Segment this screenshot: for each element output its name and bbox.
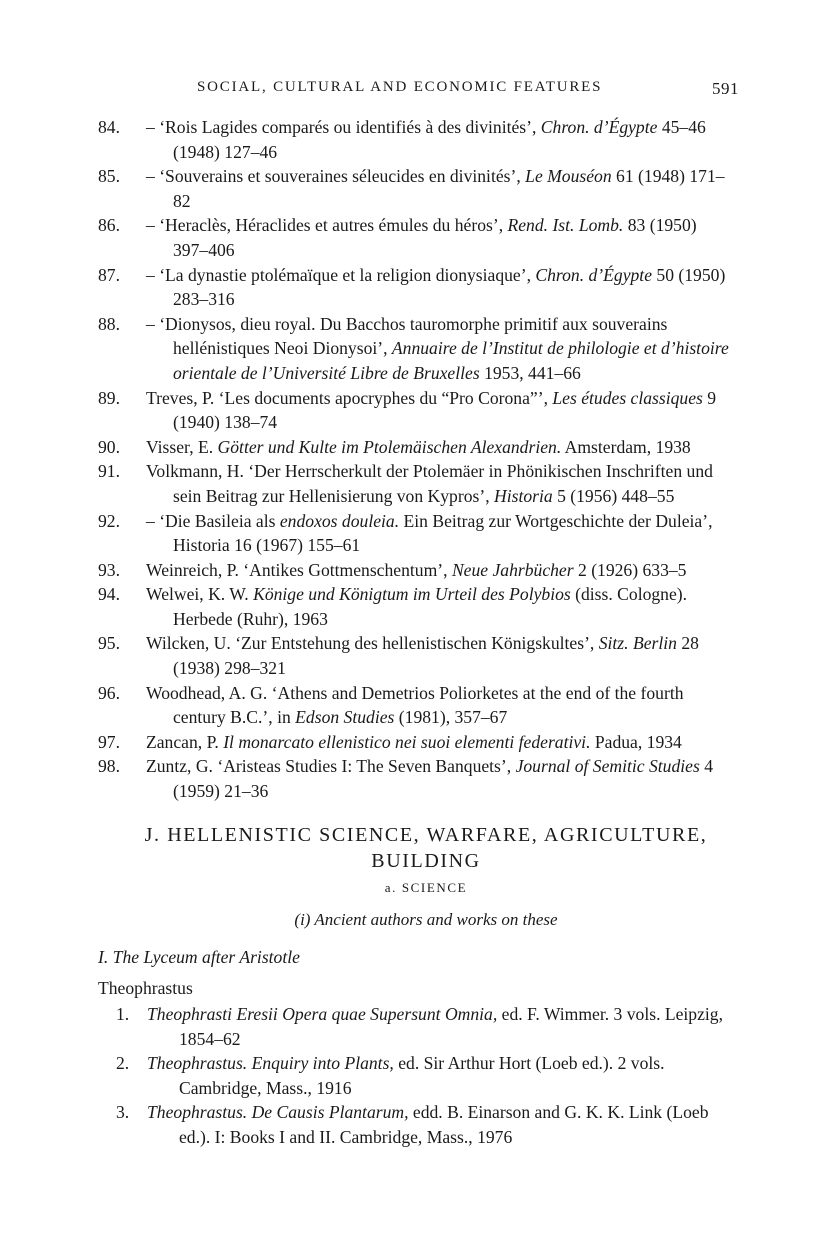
entry-title: Les études classiques [552,387,703,408]
bibliography-entry [98,459,730,508]
entry-text: Weinreich, P. ‘Antikes Gottmenschentum’, [146,559,452,580]
work-number: 1. [116,1004,130,1024]
entry-details: 1953, 441–66 [479,362,581,383]
entry-text: Visser, E. [146,436,218,457]
entry-title: Neue Jahrbücher [451,559,574,580]
entry-title: Annuaire de l’Institut de philologie et d’histoire orientale de l’Université Libre de Bruxelles [173,338,729,383]
entry-text: – ‘Die Basileia als [146,510,280,531]
entry-number: 96. [98,682,120,703]
entry-title: Il monarcato ellenistico nei suoi elementi federativi. [223,731,591,752]
bibliography-entry [98,509,730,558]
bibliography-list [98,115,730,804]
entry-number: 92. [98,510,120,531]
entry-text: – ‘Rois Lagides comparés ou identifiés à des divinités’, [146,117,541,137]
entry-number: 85. [98,166,120,187]
bibliography-entry [98,263,730,312]
work-title: Theophrasti Eresii Opera quae Supersunt Omnia, [147,1004,498,1024]
works-list [98,1002,730,1150]
entry-text: – ‘La dynastie ptolémaïque et la religion dionysiaque’, [146,264,536,285]
entry-number: 98. [98,756,120,777]
entry-text: – ‘Heraclès, Héraclides et autres émules du héros’, [146,215,508,236]
entry-number: 86. [98,215,120,236]
subsubsection-heading: (i) Ancient authors and works on these [294,910,558,929]
work-number: 3. [116,1102,130,1123]
bibliography-entry [98,754,730,803]
entry-title: Journal of Semitic Studies [515,756,700,777]
work-entry [98,1100,730,1149]
work-entry [98,1002,730,1051]
bibliography-entry [98,164,730,213]
page-number: 591 [712,79,739,98]
entry-title: endoxos douleia. [279,510,400,531]
section-title-line-1: J. HELLENISTIC SCIENCE, WARFARE, AGRICULTURE, [144,824,708,846]
entry-details: Ein Beitrag zur Wortgeschichte der Duleia’, Historia 16 (1967) 155–61 [173,510,713,556]
entry-text: Welwei, K. W. [146,584,254,605]
entry-details: 9 (1940) 138–74 [173,387,717,433]
entry-title: Könige und Königtum im Urteil des Polybios [253,584,571,605]
entry-title: Götter und Kulte im Ptolemäischen Alexandrien. [217,436,562,457]
entry-number: 91. [98,461,120,482]
bibliography-entry [98,730,730,755]
work-title: Theophrastus. Enquiry into Plants, [147,1053,394,1074]
bibliography-entry [98,435,730,460]
entry-details: 2 (1926) 633–5 [573,559,687,580]
bibliography-entry [98,582,730,631]
lyceum-heading: I. The Lyceum after Aristotle [98,947,300,967]
bibliography-entry [98,681,730,730]
entry-text: – ‘Dionysos, dieu royal. Du Bacchos tauromorphe primitif aux souverains hellénistiques Neoi Dionysoi’, [146,313,668,359]
entry-title: Edson Studies [295,707,395,728]
bibliography-entry [98,631,730,680]
entry-text: Zancan, P. [146,731,224,752]
subsection-heading: a. SCIENCE [384,880,468,895]
entry-details: 28 (1938) 298–321 [173,633,699,679]
entry-number: 88. [98,313,120,334]
entry-details: (1981), 357–67 [394,707,508,728]
bibliography-entry [98,386,730,435]
entry-details: 50 (1950) 283–316 [173,264,726,310]
entry-details: 45–46 (1948) 127–46 [173,117,706,162]
entry-text: – ‘Souverains et souveraines séleucides en divinités’, [146,166,526,187]
section-title-line-2: BUILDING [371,850,481,872]
entry-title: Sitz. Berlin [598,633,677,654]
entry-text: Wilcken, U. ‘Zur Entstehung des hellenistischen Königskultes’, [146,633,599,654]
entry-title: Rend. Ist. Lomb. [507,215,624,236]
entry-details: 83 (1950) 397–406 [173,215,697,260]
running-title: SOCIAL, CULTURAL AND ECONOMIC FEATURES [197,79,603,95]
bibliography-entry [98,558,730,583]
entry-number: 84. [98,117,120,137]
work-number: 2. [116,1053,130,1074]
section-title [110,822,742,874]
entry-text: Zuntz, G. ‘Aristeas Studies I: The Seven Banquets’, [146,756,516,777]
work-details: edd. B. Einarson and G. K. K. Link (Loeb ed.). I: Books I and II. Cambridge, Mass., 1976 [179,1102,709,1147]
entry-title: Le Mouséon [525,166,612,187]
entry-title: Historia [494,485,553,506]
entry-details: (diss. Cologne). Herbede (Ruhr), 1963 [173,584,688,629]
entry-details: 61 (1948) 171–82 [173,166,725,211]
entry-details: Padua, 1934 [590,731,682,752]
entry-number: 97. [98,731,120,752]
entry-details: Amsterdam, 1938 [561,436,691,457]
entry-text: Volkmann, H. ‘Der Herrscherkult der Ptolemäer in Phönikischen Inschriften und sein Beitrag zur Hellenisierung von Kypros’, [146,461,713,506]
entry-number: 94. [98,584,120,605]
entry-text: Woodhead, A. G. ‘Athens and Demetrios Poliorketes at the end of the fourth century B.C.’, in [146,682,684,728]
entry-number: 90. [98,436,120,457]
entry-details: 5 (1956) 448–55 [552,485,675,506]
bibliography-entry [98,115,730,164]
entry-number: 93. [98,559,120,580]
entry-number: 87. [98,264,120,285]
entry-title: Chron. d’Égypte [540,117,658,137]
entry-details: 4 (1959) 21–36 [173,756,714,802]
bibliography-entry [98,213,730,262]
bibliography-entry [98,312,730,386]
work-entry [98,1051,730,1100]
work-title: Theophrastus. De Causis Plantarum, [147,1102,409,1123]
entry-title: Chron. d’Égypte [535,264,653,285]
entry-number: 95. [98,633,120,654]
entry-text: Treves, P. ‘Les documents apocryphes du “Pro Corona”’, [146,387,553,408]
work-details: ed. Sir Arthur Hort (Loeb ed.). 2 vols. Cambridge, Mass., 1916 [179,1053,665,1098]
work-details: ed. F. Wimmer. 3 vols. Leipzig, 1854–62 [179,1004,723,1049]
entry-number: 89. [98,387,120,408]
author-heading: Theophrastus [98,978,193,998]
